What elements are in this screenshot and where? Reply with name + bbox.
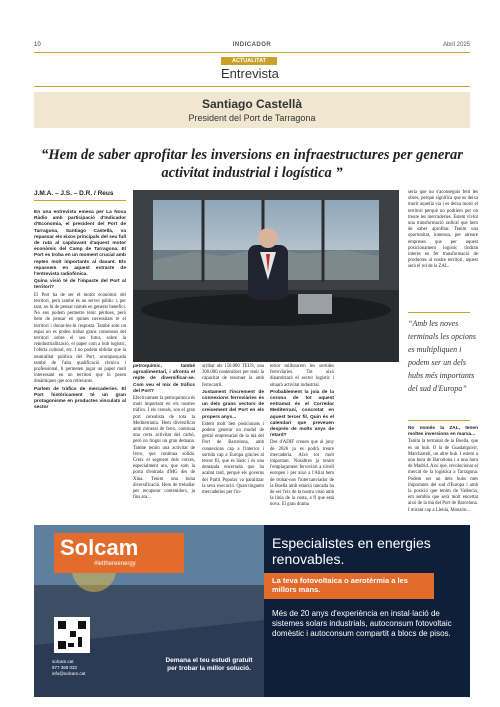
- interviewee-name: Santiago Castellà: [201, 97, 303, 111]
- intro-text: En una entrevista emesa per La Nova Ràdio amb participació d'Indicador d'Economia, el president del Port de Tarragona, Santiago Castellà, va repassar els eixos principals del seu full de ruta al capdavant d'aquest motor econòmic del Camp de Tarragona. El Port es troba en un moment crucial amb reptes molt importants al davant. Els repassem en aquest extracte de l'entrevista radiofònica.: [34, 210, 126, 278]
- issue-date: Abril 2025: [442, 42, 470, 48]
- ad-body: Més de 20 anys d'experiència en instal·lació de sistemes solars industrials, autoconsum fotovoltaic domèstic i autoconsum compartit a blocs de pisos.: [272, 609, 452, 638]
- ad-cta: Demana el teu estudi gratuït per trobar la millor solució.: [165, 657, 253, 672]
- column-2: [133, 364, 195, 502]
- ad-right-panel: [264, 525, 470, 697]
- ad-contact: [52, 659, 112, 677]
- byline: J.M.A. – J.S. – D.R. / Reus: [34, 190, 126, 201]
- answer-3-cont: terior millorarem les sortides ferroviàries. Tot això dinamitzarà el sector logístic i situarà activitat industrial.: [270, 364, 334, 388]
- answer-1: El Port ha de ser el motor econòmic del territori, però també és un servei públic i, per tant, no hi de pensar només en generar benefici. No ens podem permetre tenir pèrdues, però hem de pensar en quines necessitats té el territori i donar-les-hi resposta. També som un espai on es poden trobar grans consensos del territori sobre el seu futur, sobre la reindustrialització, el paper com a hub logístic, l'oferta cultural, etc. I no podem oblidar que la neutralitat política del Port, acompanyada també de l'alta qualificació tècnica i professional, li permeten jugar un paper molt interessant en un territori que hi pesen dinàmiques que són rellevants.: [34, 292, 126, 385]
- ad-email[interactable]: info@solcam.cat: [52, 671, 86, 676]
- ad-headline: Especialistes en energies renovables.: [272, 535, 431, 567]
- ad-subheadline: La teva fotovoltaica o aerotèrmia a les millors mans.: [272, 576, 408, 594]
- column-3: [202, 364, 264, 497]
- headline-quote: “Hem de saber aprofitar les inversions en infraestructures per generar activitat industrial i logística ”: [41, 147, 463, 181]
- ad-phone: 977 368 032: [52, 665, 78, 670]
- page-number: 10: [34, 42, 41, 48]
- interviewee-role: President del Port de Tarragona: [188, 113, 316, 123]
- pull-quote: “Amb les noves terminals les opcions es multipliquen i podem ser un dels hubs més importants del sud d'Europa”: [408, 319, 476, 393]
- answer-5: Tenim la terminal de la Boella, que és un hub. O la de Guadalquivir, Marcharrell, un altre hub. I estem a una hora de Barcelona i a una hora de Madrid. Així que, revolucionar el mercat de la logística a Tarragona. Podem ser un dels hubs més importants del sud d'Europa i amb la posició que tenim de València, em sembla que serà molt encertat això de la mà del Port de Barcelona. I mirant cap a Lleida, Monzón...: [408, 439, 478, 513]
- answer-4-cont: seria que no s'aconseguís fent les obres, perquè significa que es deixa morir aquella via i es deixa morir el territori perquè no podríem per on treure les mercaderies. Estem vivint una transformació radical que hem de saber aprofitar. Tenim una oportunitat, inmensa, per atreure empreses que per aquest posicionament logístic tindran interès en fer transformació de productes al nostre territori, aquest serà el rol de la ZAL.: [408, 190, 478, 270]
- answer-4: Des d'ADIF creuen que al juny de 2026 ja es podrà treure mercaderia. Això tot molt important. Nosaltres ja tenim l'emplaçament ferroviari a nivell europeu i per això a l'Aliat hem de trobar-nos l'intercanviador de la Boella amb estació tancada ha de ser l'eix de la nostra visió amb la línia de la costa, a fi que està nova. El gran drama: [270, 440, 334, 508]
- section-divider: [34, 86, 470, 87]
- ad-hashtag: #letthereenergy: [94, 561, 136, 567]
- answer-2: Efectivament la petroquímica és molt important en els nostres tràfics. I els cereals, son el gran port cerealista de tota la Mediterrània. Hem diversificat amb mineral de ferro, continua una certa activitat del carbó, però no tingui un gran demana. També tenim una activitat de ferro, que continua sòlida. Creix el segment dels cotxes, especialment ara, que som la porta d'entrada d'MG des de Xina. Tenim una bona diversificació. Hem de treballar per recuperar contenidors, ja fins ara...: [133, 396, 195, 501]
- question-1: Quina visió té de l'impacte del Port al territori?: [34, 279, 126, 291]
- answer-2-cont: arribar als 150.000 TEUS, una 300.000 contenidors per tenir la capacitat de tesoruer la amb ferrocarril.: [202, 364, 264, 388]
- question-5: No només la ZAL, tenen moltes inversions en marxa...: [408, 426, 478, 438]
- pullquote-rule-bottom: [408, 420, 470, 421]
- ad-brand: Solcam: [60, 535, 139, 560]
- question-3: Justament l'increment de connexions ferroviàries és un dels grans vectors de creixement del Port en els propers anys...: [202, 389, 264, 420]
- column-5-top: [408, 190, 478, 272]
- interview-photo: [133, 190, 399, 362]
- ad-left-panel: [34, 525, 264, 697]
- question-2-cont: petroquímic, també agroalimentari, i afronta el repte de diversificar-se. Com veu el mix de tràfics del Port?: [133, 364, 195, 394]
- section-tag: ACTUALITAT: [221, 57, 277, 65]
- column-1: [34, 210, 126, 413]
- page-header: [34, 40, 470, 52]
- ad-website[interactable]: solcam.cat: [52, 659, 74, 664]
- column-4: [270, 364, 334, 510]
- column-5-bottom: [408, 426, 478, 515]
- header-divider: [34, 52, 470, 53]
- answer-3: Estem molt ben posicionats i podem generar un model de gestió empresarial de la mà del Port de Barcelona, amb connexions cap a l'interior i sortida cap a Europa gràcies al tercer fil, que és bàsic i és una demanda encertada que ha acabat tard, perquè els governs del Partit Popular va paralitzar la seva execució. Quan tinguem mercaderies per l'in-: [202, 421, 264, 496]
- advertisement[interactable]: [34, 525, 470, 697]
- pullquote-rule-top: [408, 312, 470, 313]
- magazine-name: INDICADOR: [232, 42, 272, 48]
- question-4: Probablement la joia de la corona de tot aquest entramat és el Corredor Mediterrani, concretat en aquest tercer fil. Quin és el calendari que preveuen després de molts anys de retard?: [270, 389, 334, 439]
- question-2: Parlem de tràfics de mercaderies. El Port històricament té un gran protagonisme en productes vinculats al sector: [34, 386, 126, 411]
- interviewee-box: [34, 92, 470, 128]
- section-title: Entrevista: [221, 66, 279, 81]
